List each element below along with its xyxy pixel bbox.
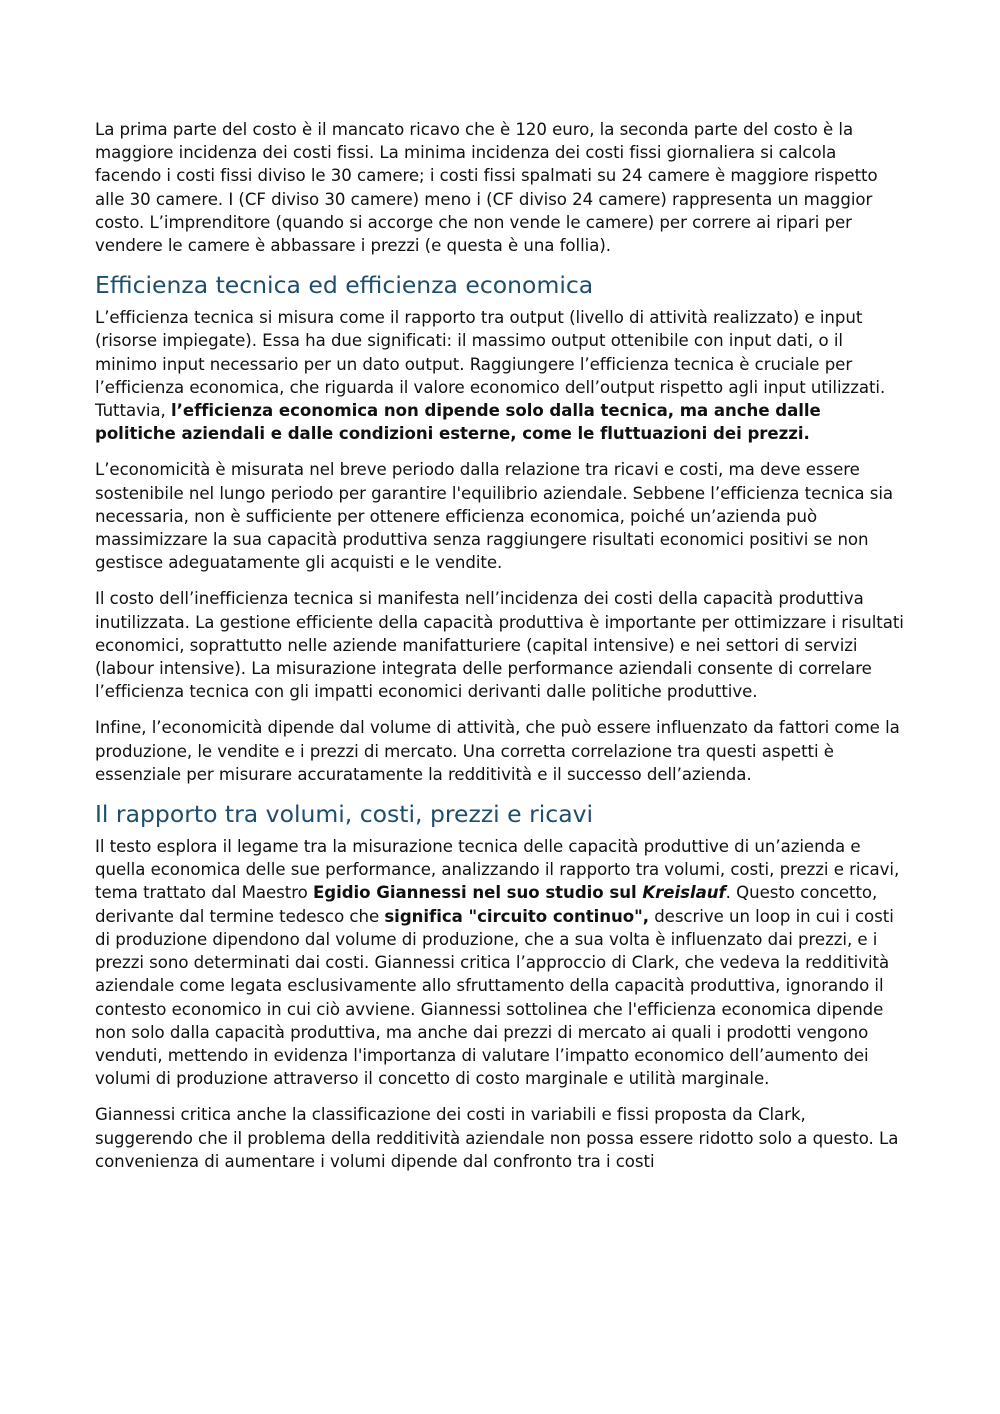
- text-span: L’efficienza tecnica si misura come il rapporto tra output (livello di attività realizzato) e input (risorse impiegate). Essa ha due significati: il massimo output ottenibile con input dati, o il minimo input necessario per un dato output. Raggiungere l’efficienza tecnica è cruciale per l’efficienza economica, che riguarda il valore economico dell’output rispetto agli input utilizzati. Tuttavia,: [95, 308, 886, 421]
- document-body: [95, 118, 907, 1186]
- paragraph-economicita: L’economicità è misurata nel breve periodo dalla relazione tra ricavi e costi, ma deve essere sostenibile nel lungo periodo per garantire l'equilibrio aziendale. Sebbene l’efficienza tecnica sia necessaria, non è sufficiente per ottenere efficienza economica, poiché un’azienda può massimizzare la sua capacità produttiva senza raggiungere risultati economici positivi se non gestisce adeguatamente gli acquisti e le vendite.: [95, 460, 894, 573]
- heading-rapporto: Il rapporto tra volumi, costi, prezzi e ricavi: [95, 800, 594, 829]
- paragraph-costo-mancato-ricavo: La prima parte del costo è il mancato ricavo che è 120 euro, la seconda parte del costo è la maggiore incidenza dei costi fissi. La minima incidenza dei costi fissi giornaliera si calcola facendo i costi fissi diviso le 30 camere; i costi fissi spalmati su 24 camere è maggiore rispetto alle 30 camere. I (CF diviso 30 camere) meno i (CF diviso 24 camere) rappresenta un maggior costo. L’imprenditore (quando si accorge che non vende le camere) per correre ai ripari per vendere le camere è abbassare i prezzi (e questa è una follia).: [95, 120, 878, 256]
- bold-text: l’efficienza economica non dipende solo dalla tecnica, ma anche dalle politiche aziendali e dalle condizioni esterne, come le fluttuazioni dei prezzi.: [95, 401, 821, 444]
- paragraph-inefficienza: Il costo dell’inefficienza tecnica si manifesta nell’incidenza dei costi della capacità produttiva inutilizzata. La gestione efficiente della capacità produttiva è importante per ottimizzare i risultati economici, soprattutto nelle aziende manifatturiere (capital intensive) e nei settori di servizi (labour intensive). La misurazione integrata delle performance aziendali consente di correlare l’efficienza tecnica con gli impatti economici derivanti dalle politiche produttive.: [95, 589, 904, 702]
- text-span: . Questo concetto, derivante dal termine tedesco che: [95, 883, 878, 926]
- bold-text: Egidio Giannessi nel suo studio sul: [312, 883, 643, 903]
- bold-italic-text: [642, 883, 725, 902]
- italic-kreislauf: Kreislauf: [642, 883, 726, 903]
- bold-text: significa "circuito continuo",: [384, 906, 649, 926]
- paragraph-efficienza-tecnica: [95, 306, 907, 445]
- paragraph-classificazione-costi: Giannessi critica anche la classificazione dei costi in variabili e fissi proposta da Clark, suggerendo che il problema della redditività aziendale non possa essere ridotto solo a questo. La convenienza di aumentare i volumi dipende dal confronto tra i costi: [95, 1105, 899, 1171]
- heading-efficienza: Efficienza tecnica ed efficienza economica: [95, 271, 594, 300]
- text-span: descrive un loop in cui i costi di produzione dipendono dal volume di produzione, che a sua volta è influenzato dai prezzi, e i prezzi sono determinati dai costi. Giannessi critica l’approccio di Clark, che vedeva la redditività aziendale come legata esclusivamente allo sfruttamento della capacità produttiva, ignorando il contesto economico in cui ciò avviene. Giannessi sottolinea che l'efficienza economica dipende non solo dalla capacità produttiva, ma anche dai prezzi di mercato ai quali i prodotti vengono venduti, mettendo in evidenza l'importanza di valutare l’impatto economico dell’aumento dei volumi di produzione attraverso il concetto di costo marginale e utilità marginale.: [95, 906, 894, 1089]
- paragraph-giannessi: [95, 835, 907, 1090]
- paragraph-volume-attivita: Infine, l’economicità dipende dal volume di attività, che può essere influenzato da fattori come la produzione, le vendite e i prezzi di mercato. Una corretta correlazione tra questi aspetti è essenziale per misurare accuratamente la redditività e il successo dell’azienda.: [95, 718, 900, 784]
- text-span: Il testo esplora il legame tra la misurazione tecnica delle capacità produttive di un’azienda e quella economica delle sue performance, analizzando il rapporto tra volumi, costi, prezzi e ricavi, tema trattato dal Maestro: [95, 837, 900, 903]
